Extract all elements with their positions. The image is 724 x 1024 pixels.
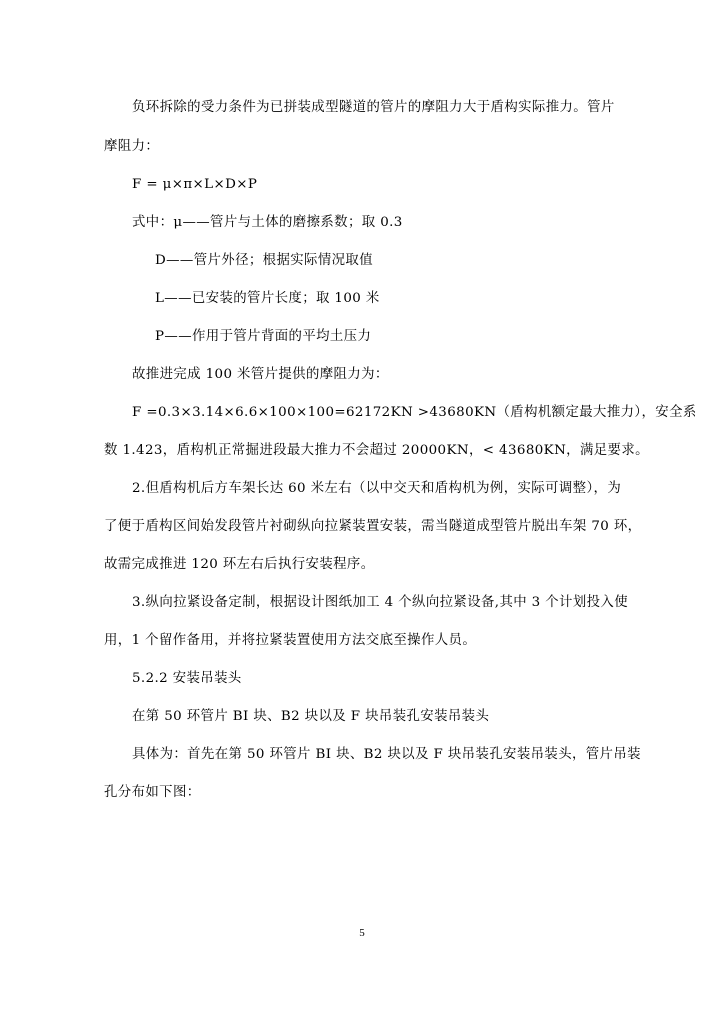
paragraph-line: 式中：μ——管片与土体的磨擦系数；取 0.3 xyxy=(132,215,403,230)
paragraph-line: P——作用于管片背面的平均土压力 xyxy=(155,329,372,344)
paragraph-line: 故推进完成 100 米管片提供的摩阻力为： xyxy=(132,367,389,382)
paragraph-line: 数 1.423，盾构机正常掘进段最大推力不会超过 20000KN，< 43680KN，满足要求。 xyxy=(104,443,649,458)
paragraph-line: 2.但盾构机后方车架长达 60 米左右（以中交天和盾构机为例，实际可调整），为 xyxy=(132,481,622,496)
paragraph-line: 具体为：首先在第 50 环管片 BI 块、B2 块以及 F 块吊装孔安装吊装头，管片吊装 xyxy=(132,747,641,762)
paragraph-line: D——管片外径；根据实际情况取值 xyxy=(155,253,373,268)
section-heading: 5.2.2 安装吊装头 xyxy=(132,671,242,686)
paragraph-line: 3.纵向拉紧设备定制，根据设计图纸加工 4 个纵向拉紧设备,其中 3 个计划投入使 xyxy=(132,595,628,610)
page-number: 5 xyxy=(359,927,365,939)
paragraph-line: 孔分布如下图： xyxy=(104,785,201,800)
paragraph-line: 负环拆除的受力条件为已拼装成型隧道的管片的摩阻力大于盾构实际推力。管片 xyxy=(132,100,615,115)
paragraph-line: 用，1 个留作备用，并将拉紧装置使用方法交底至操作人员。 xyxy=(104,633,477,648)
formula-line: F = μ×π×L×D×P xyxy=(132,177,258,192)
paragraph-line: 在第 50 环管片 BI 块、B2 块以及 F 块吊装孔安装吊装头 xyxy=(132,709,490,724)
paragraph-line: F =0.3×3.14×6.6×100×100=62172KN >43680KN（盾构机额定最大推力），安全系 xyxy=(132,405,697,420)
paragraph-line: 故需完成推进 120 环左右后执行安装程序。 xyxy=(104,557,375,572)
paragraph-line: 了便于盾构区间始发段管片衬砌纵向拉紧装置安装，需当隧道成型管片脱出车架 70 环， xyxy=(104,519,642,534)
paragraph-line: L——已安装的管片长度；取 100 米 xyxy=(155,291,380,306)
paragraph-line: 摩阻力： xyxy=(104,139,160,154)
